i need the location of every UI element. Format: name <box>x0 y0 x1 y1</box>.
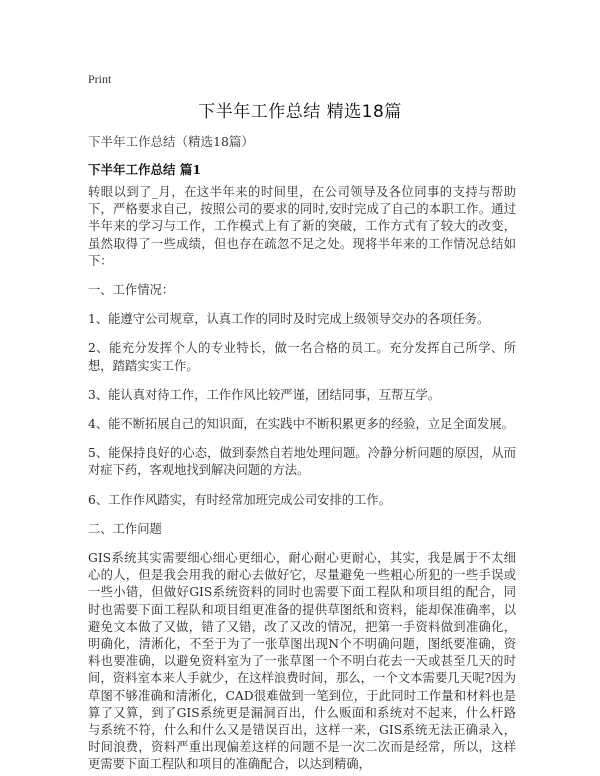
list-item: 4、能不断拓展自己的知识面，在实践中不断积累更多的经验，立足全面发展。 <box>88 417 514 432</box>
page-title: 下半年工作总结 精选18篇 <box>198 102 402 122</box>
work-problems-heading: 二、工作问题 <box>88 521 162 536</box>
list-item: 2、能充分发挥个人的专业特长，做一名合格的员工。充分发挥自己所学、所想，踏踏实实工作。 <box>88 341 516 373</box>
section-heading: 下半年工作总结 篇1 <box>88 162 202 177</box>
document-subtitle: 下半年工作总结（精选18篇） <box>88 134 254 149</box>
list-item: 3、能认真对待工作，工作作风比较严谨，团结同事，互帮互学。 <box>88 387 441 402</box>
print-link[interactable]: Print <box>88 72 112 86</box>
document-body <box>88 184 516 774</box>
gis-paragraph: GIS系统其实需要细心细心更细心，耐心耐心更耐心，其实，我是属于不太细心的人，但是我会用我的耐心去做好它，尽量避免一些粗心所犯的一些手误或一些小错，但做好GIS系统资料的同时也需要下面工程队和项目组的配合，同时也需要下面工程队和项目组更准备的提供草图纸和资料，能却保准确率，以避免文本做了又做，错了又错，改了又改的情况，把第一手资料做到准确化，明确化，清淅化，不至于为了一张草图出现N个不明确问题，图纸要准确，资料也要准确，以避免资料室为了一张草图一个不明白花去一天或甚至几天的时间，资料室本来人手就少，在这样浪费时间，那么，一个文本需要几天呢?因为草图不够准确和清淅化，CAD很难做到一笔到位，于此同时工作量和材料也是算了又算，到了GIS系统更是漏洞百出，什么贩面和系统对不起来，什么杆路与系统不符，什么和什么又是错误百出，这样一来，GIS系统无法正确录入，时间浪费，资料严重出现偏差这样的问题不是一次二次而是经常，所以，这样更需要下面工程队和项目的准确配合，以达到精确， <box>88 551 516 772</box>
list-item: 1、能遵守公司规章，认真工作的同时及时完成上级领导交办的各项任务。 <box>88 312 490 327</box>
list-item: 5、能保持良好的心态，做到泰然自若地处理问题。冷静分析问题的原因，从而对症下药，客观地找到解决问题的方法。 <box>88 446 516 478</box>
intro-paragraph: 转眼以到了_月，在这半年来的时间里，在公司领导及各位同事的支持与帮助下，严格要求自己，按照公司的要求的同时,安时完成了自己的本职工作。通过半年来的学习与工作，工作模式上有了新的突破，工作方式有了较大的改变，虽然取得了一些成绩，但也存在疏忽不足之处。现将半年来的工作情况总结如下： <box>88 185 516 268</box>
list-item: 6、工作作风踏实，有时经常加班完成公司安排的工作。 <box>88 492 391 507</box>
work-situation-heading: 一、工作情况： <box>88 283 175 298</box>
